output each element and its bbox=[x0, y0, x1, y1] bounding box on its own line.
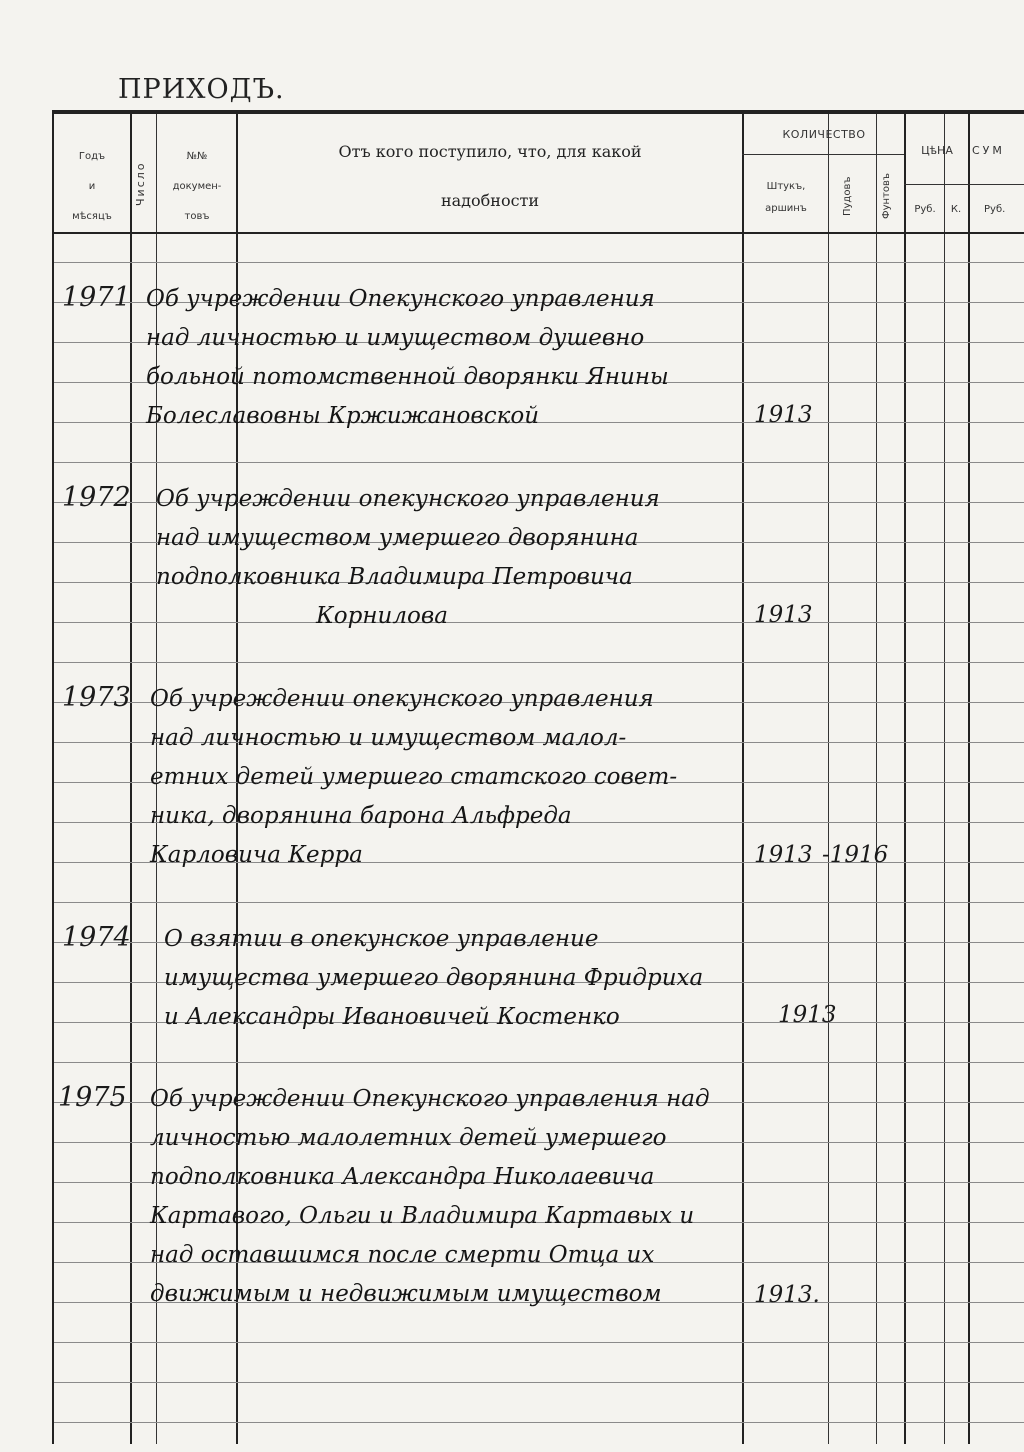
entry-quantity: 1913 bbox=[778, 1002, 837, 1028]
entry-description: Об учреждении опекунского управления над имуществом умершего дворянина подполковника Владимира Петровича Корнилова bbox=[156, 486, 660, 629]
col-divider bbox=[742, 114, 744, 1444]
entry-number: 1972 bbox=[62, 482, 131, 513]
entry-quantity: 1913 bbox=[754, 842, 813, 868]
header-price-kop: К. bbox=[950, 204, 962, 215]
col-divider bbox=[944, 114, 945, 1444]
entry-number: 1971 bbox=[62, 282, 131, 313]
ruled-line bbox=[54, 1342, 1024, 1343]
ruled-line bbox=[54, 902, 1024, 903]
entry-description: Об учреждении Опекунского управления над личностью малолетних детей умершего подполковника Александра Николаевича Картавого, Ольги и Владимира Картавых и над оставшимся после смерти Отца их движимым и недвижимым имуществом bbox=[150, 1086, 710, 1307]
header-subline bbox=[742, 154, 904, 155]
ruled-line bbox=[54, 1422, 1024, 1423]
header-quantity: КОЛИЧЕСТВО bbox=[782, 128, 866, 141]
entry-quantity: 1913 bbox=[754, 602, 813, 628]
col-divider bbox=[828, 114, 829, 1444]
header-subline bbox=[968, 184, 1024, 185]
header-doc-no: №№ докумен- товъ bbox=[172, 151, 222, 222]
entry-number: 1973 bbox=[62, 682, 131, 713]
ruled-line bbox=[54, 1382, 1024, 1383]
entry-price: -1916 bbox=[822, 842, 889, 868]
header-sum: СУМ bbox=[972, 144, 1005, 157]
header-subline bbox=[904, 184, 968, 185]
header-price: ЦѣНА bbox=[921, 144, 953, 157]
entry-description: Об учреждении Опекунского управления над личностью и имуществом душевно больной потомственной дворянки Янины Болеславовны Кржижановской bbox=[146, 286, 669, 429]
header-pounds: Фунтовъ bbox=[881, 173, 892, 219]
ruled-line bbox=[54, 1062, 1024, 1063]
header-year-month: Годъ и мѣсяцъ bbox=[72, 151, 112, 222]
header-price-rub: Руб. bbox=[914, 204, 936, 215]
col-divider bbox=[904, 114, 906, 1444]
col-divider bbox=[876, 114, 877, 1444]
entry-quantity: 1913. bbox=[754, 1282, 820, 1308]
page-title: ПРИХОДЪ. bbox=[118, 74, 285, 105]
ruled-line bbox=[54, 662, 1024, 663]
entry-description: О взятии в опекунское управление имущества умершего дворянина Фридриха и Александры Ивановичей Костенко bbox=[164, 926, 704, 1030]
col-divider bbox=[968, 114, 970, 1444]
entry-number: 1975 bbox=[58, 1082, 127, 1113]
ledger-table bbox=[52, 110, 1024, 1444]
header-poods: Пудовъ bbox=[842, 176, 853, 216]
header-bottom-line bbox=[54, 232, 1024, 234]
entry-description: Об учреждении опекунского управления над личностью и имуществом малол- етних детей умершего статского совет- ника, дворянина барона Альфреда Карловича Керра bbox=[150, 686, 678, 868]
ruled-line bbox=[54, 462, 1024, 463]
ruled-line bbox=[54, 262, 1024, 263]
entry-number: 1974 bbox=[62, 922, 131, 953]
header-pieces: Штукъ, аршинъ bbox=[765, 181, 807, 214]
col-divider bbox=[130, 114, 132, 1444]
header-sum-rub: Руб. bbox=[984, 204, 1006, 215]
entry-quantity: 1913 bbox=[754, 402, 813, 428]
header-description: Отъ кого поступило, что, для какой надобности bbox=[338, 142, 642, 211]
header-day: Число bbox=[134, 161, 147, 207]
